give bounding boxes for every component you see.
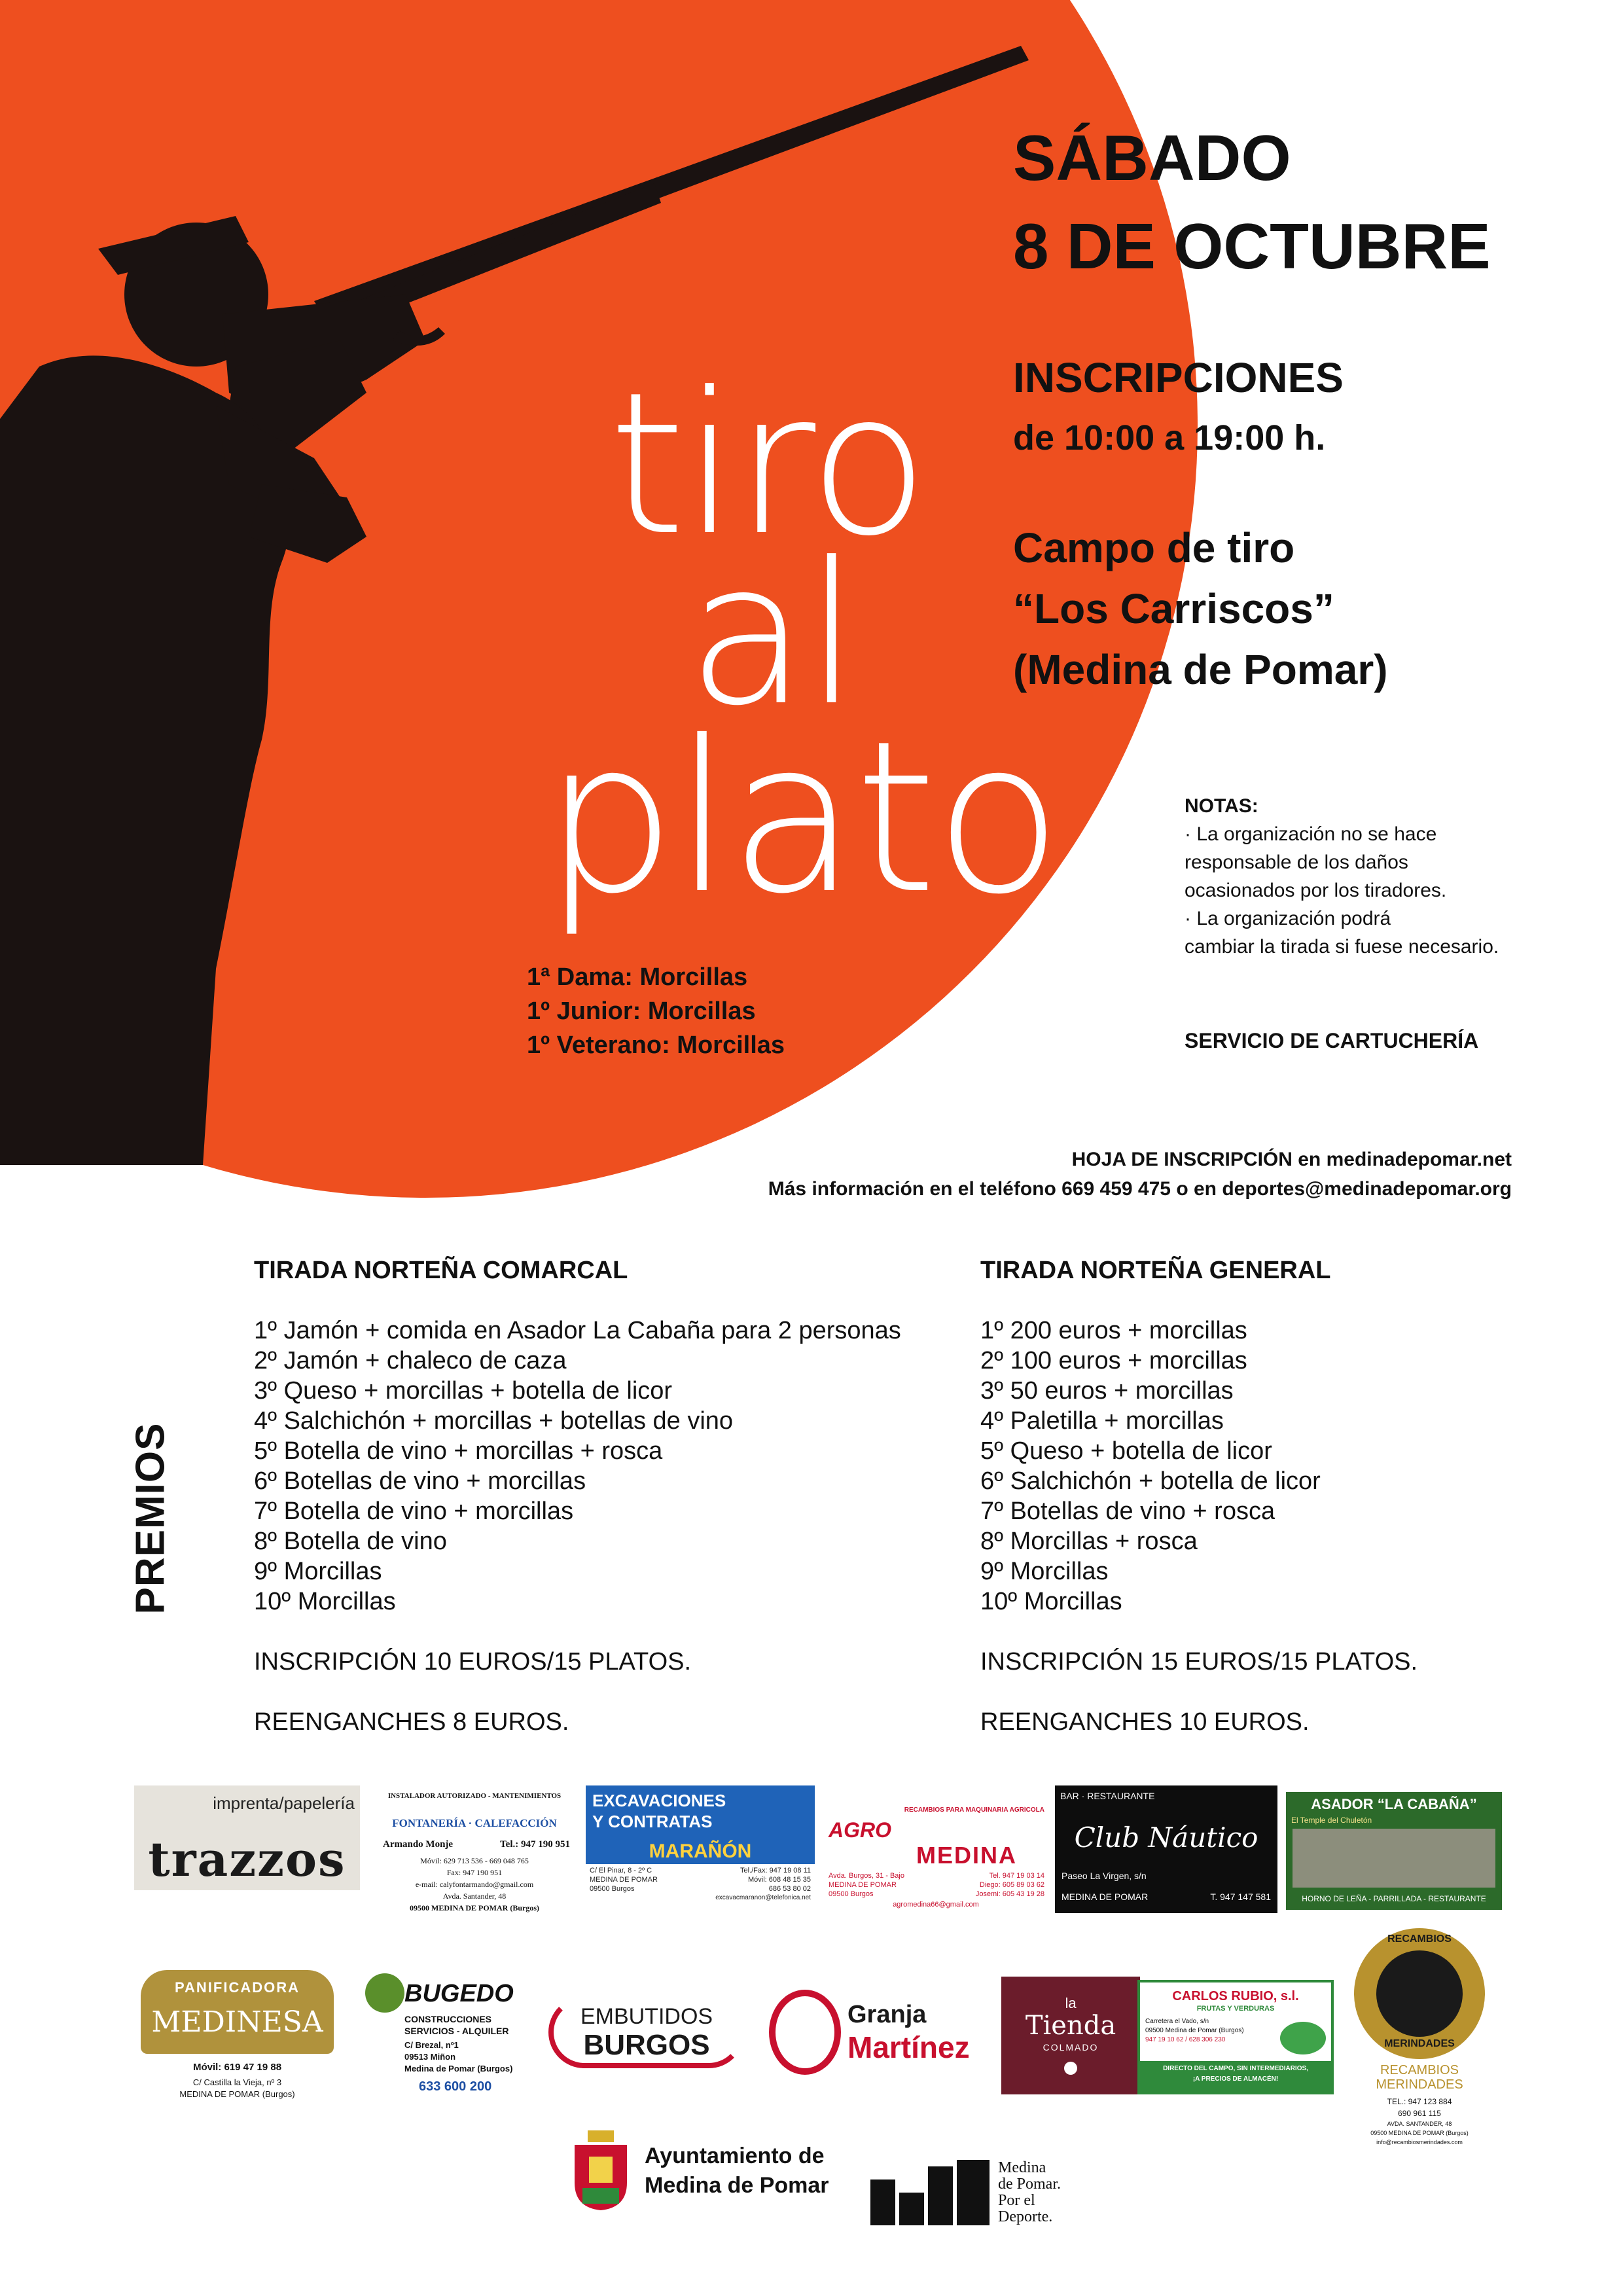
embutidos-line2: BURGOS	[583, 2029, 710, 2061]
fontaneria-city: 09500 MEDINA DE POMAR (Burgos)	[410, 1903, 539, 1912]
panificadora-mobile: Móvil: 619 47 19 88	[192, 2062, 282, 2073]
tienda-line1: la	[1065, 1995, 1077, 2011]
list-item: 7º Botellas de vino + rosca	[980, 1498, 1275, 1525]
category-prize: 1ª Dama: Morcillas	[527, 963, 748, 991]
sponsor-asador-logo	[1286, 1792, 1502, 1910]
shooter-silhouette	[0, 0, 1047, 1165]
agromedina-tel1: Tel. 947 19 03 14	[989, 1872, 1044, 1880]
maranon-tel1: Tel./Fax: 947 19 08 11	[740, 1867, 811, 1874]
cartridge-service: SERVICIO DE CARTUCHERÍA	[1185, 1029, 1479, 1052]
bugedo-emblem	[365, 1973, 404, 2013]
fontaneria-address: Avda. Santander, 48	[442, 1892, 507, 1901]
carlos-rubio-direct1: DIRECTO DEL CAMPO, SIN INTERMEDIARIOS,	[1163, 2065, 1308, 2072]
bugedo-sub2: SERVICIOS - ALQUILER	[404, 2026, 509, 2036]
asador-name: ASADOR “LA CABAÑA”	[1311, 1796, 1477, 1812]
maranon-tel2: Móvil: 608 48 15 35	[747, 1876, 811, 1884]
list-item: 4º Salchichón + morcillas + botellas de vino	[254, 1407, 734, 1435]
recambios-email: info@recambiosmerindades.com	[1376, 2139, 1463, 2145]
comarcal-heading: TIRADA NORTEÑA COMARCAL	[254, 1257, 628, 1284]
list-item: 9º Morcillas	[980, 1558, 1109, 1585]
maranon-name: MARAÑÓN	[649, 1840, 752, 1862]
tienda-line3: COLMADO	[1043, 2042, 1099, 2053]
recambios-city: 09500 MEDINA DE POMAR (Burgos)	[1370, 2130, 1469, 2136]
sponsor-panificadora-logo	[134, 1970, 340, 2108]
agromedina-tag: RECAMBIOS PARA MAQUINARIA AGRÍCOLA	[904, 1806, 1044, 1814]
granja-line2: Martínez	[847, 2030, 970, 2064]
list-item: 1º 200 euros + morcillas	[980, 1317, 1247, 1344]
comarcal-prizes	[254, 1255, 974, 1737]
carlos-rubio-addr2: 09500 Medina de Pomar (Burgos)	[1145, 2027, 1244, 2034]
general-fee: INSCRIPCIÓN 15 EUROS/15 PLATOS.	[980, 1648, 1418, 1676]
prizes-label: PREMIOS	[128, 1422, 173, 1615]
title-al: al	[687, 520, 857, 749]
bugedo-addr1: C/ Brezal, nº1	[404, 2040, 459, 2050]
bugedo-name: BUGEDO	[404, 1980, 514, 2007]
agromedina-brand1: AGRO	[829, 1818, 891, 1842]
sponsor-embutidos-burgos-logo	[548, 1990, 745, 2075]
notes-line: responsable de los daños	[1185, 852, 1408, 873]
panificadora-top: PANIFICADORA	[174, 1979, 300, 1996]
event-date: 8 DE OCTUBRE	[1013, 210, 1491, 282]
agromedina-addr1: Avda. Burgos, 31 - Bajo	[829, 1872, 904, 1880]
list-item: 3º Queso + morcillas + botella de licor	[254, 1377, 673, 1405]
trazzos-name: trazzos	[148, 1831, 346, 1887]
slogan-line: Medina	[998, 2159, 1046, 2176]
club-nautico-name: Club Náutico	[1074, 1821, 1258, 1854]
asador-photo	[1293, 1829, 1495, 1888]
sponsor-maranon-logo	[586, 1785, 815, 1903]
asador-bottom: HORNO DE LEÑA - PARRILLADA - RESTAURANTE	[1302, 1894, 1486, 1903]
fontaneria-tel: Tel.: 947 190 951	[500, 1839, 570, 1850]
club-nautico-tel: T. 947 147 581	[1210, 1892, 1271, 1902]
notes-line: · La organización podrá	[1185, 908, 1391, 929]
club-nautico-addr2: MEDINA DE POMAR	[1061, 1892, 1149, 1902]
recambios-ring1: RECAMBIOS	[1387, 1933, 1452, 1945]
notes-line: ocasionados por los tiradores.	[1185, 880, 1447, 901]
sponsor-club-nautico-logo	[1055, 1785, 1277, 1913]
trazzos-tagline: imprenta/papelería	[213, 1793, 355, 1813]
list-item: 6º Salchichón + botella de licor	[980, 1467, 1321, 1495]
maranon-line2: Y CONTRATAS	[592, 1812, 713, 1831]
panificadora-city: MEDINA DE POMAR (Burgos)	[179, 2089, 295, 2099]
fontaneria-mobile: Móvil: 629 713 536 - 669 048 765	[420, 1856, 529, 1865]
notes-heading: NOTAS:	[1185, 795, 1258, 817]
bugedo-sub1: CONSTRUCCIONES	[404, 2014, 492, 2024]
sponsor-trazzos-logo	[134, 1785, 360, 1890]
coat-of-arms-icon	[569, 2130, 632, 2212]
fontaneria-top: INSTALADOR AUTORIZADO - MANTENIMIENTOS	[387, 1792, 562, 1800]
list-item: 4º Paletilla + morcillas	[980, 1407, 1224, 1435]
list-item: 5º Botella de vino + morcillas + rosca	[254, 1437, 663, 1465]
list-item: 5º Queso + botella de licor	[980, 1437, 1272, 1465]
ayuntamiento-line1: Ayuntamiento de	[645, 2144, 825, 2168]
list-item: 3º 50 euros + morcillas	[980, 1377, 1234, 1405]
fontaneria-name: FONTANERÍA · CALEFACCIÓN	[392, 1817, 557, 1829]
title-tiro: tiro	[609, 350, 927, 579]
carlos-rubio-addr1: Carretera el Vado, s/n	[1145, 2018, 1209, 2025]
inscriptions-time: de 10:00 a 19:00 h.	[1013, 418, 1326, 457]
carlos-rubio-badge	[1280, 2022, 1326, 2054]
panificadora-name: MEDINESA	[151, 2005, 323, 2039]
agromedina-email: agromedina66@gmail.com	[893, 1901, 979, 1909]
maranon-line1: EXCAVACIONES	[592, 1791, 726, 1810]
general-reentry: REENGANCHES 10 EUROS.	[980, 1708, 1310, 1736]
recambios-name2: MERINDADES	[1376, 2077, 1463, 2092]
maranon-tel3: 686 53 80 02	[768, 1885, 811, 1893]
maranon-addr3: 09500 Burgos	[590, 1885, 635, 1893]
location-line-1: Campo de tiro	[1013, 524, 1295, 571]
agromedina-addr2: MEDINA DE POMAR	[829, 1881, 897, 1889]
recambios-tel2: 690 961 115	[1398, 2109, 1441, 2118]
list-item: 1º Jamón + comida en Asador La Cabaña para 2 personas	[254, 1317, 901, 1344]
sponsor-fontaneria-logo	[376, 1792, 573, 1923]
maranon-email: excavacmaranon@telefonica.net	[715, 1894, 811, 1901]
list-item: 9º Morcillas	[254, 1558, 382, 1585]
notes-block	[1185, 792, 1603, 961]
sponsor-recambios-merindades-logo	[1338, 1926, 1501, 2148]
fontaneria-person: Armando Monje	[383, 1839, 454, 1850]
carlos-rubio-sub: FRUTAS Y VERDURAS	[1196, 2005, 1275, 2013]
notes-line: cambiar la tirada si fuese necesario.	[1185, 936, 1499, 958]
registration-sheet-link[interactable]: HOJA DE INSCRIPCIÓN en medinadepomar.net	[1071, 1149, 1512, 1170]
slogan	[998, 2160, 1061, 2225]
fontaneria-email: e-mail: calyfontarmando@gmail.com	[415, 1880, 534, 1889]
location-line-3: (Medina de Pomar)	[1013, 646, 1388, 693]
category-prize: 1º Veterano: Morcillas	[527, 1031, 785, 1059]
slogan-line: de Pomar.	[998, 2176, 1061, 2193]
ayuntamiento-line2: Medina de Pomar	[645, 2173, 829, 2198]
fontaneria-fax: Fax: 947 190 951	[446, 1868, 503, 1877]
granja-line1: Granja	[847, 2001, 927, 2028]
list-item: 8º Botella de vino	[254, 1528, 447, 1555]
asador-tag: El Temple del Chuletón	[1291, 1816, 1372, 1825]
notes-line: · La organización no se hace	[1185, 823, 1437, 845]
event-day: SÁBADO	[1013, 122, 1291, 194]
medina-sport-emblem-icon	[870, 2160, 991, 2225]
list-item: 8º Morcillas + rosca	[980, 1528, 1198, 1555]
location-line-2: “Los Carriscos”	[1013, 585, 1334, 632]
recambios-tel1: TEL.: 947 123 884	[1387, 2097, 1452, 2106]
bugedo-tel: 633 600 200	[419, 2079, 492, 2094]
agromedina-addr3: 09500 Burgos	[829, 1890, 874, 1898]
club-nautico-addr1: Paseo La Virgen, s/n	[1061, 1871, 1147, 1881]
agromedina-tel2: Diego: 605 89 03 62	[979, 1881, 1044, 1889]
bugedo-addr3: Medina de Pomar (Burgos)	[404, 2064, 513, 2073]
comarcal-fee: INSCRIPCIÓN 10 EUROS/15 PLATOS.	[254, 1648, 692, 1676]
list-item: 6º Botellas de vino + morcillas	[254, 1467, 586, 1495]
recambios-name1: RECAMBIOS	[1380, 2063, 1459, 2077]
list-item: 7º Botella de vino + morcillas	[254, 1498, 574, 1525]
list-item: 2º Jamón + chaleco de caza	[254, 1347, 567, 1374]
embutidos-line1: EMBUTIDOS	[580, 2004, 713, 2029]
recambios-car-icon	[1376, 1950, 1463, 2037]
bugedo-addr2: 09513 Miñon	[404, 2052, 456, 2062]
tienda-line2: Tienda	[1025, 2011, 1116, 2041]
inscriptions-label: INSCRIPCIONES	[1013, 354, 1344, 401]
category-prize: 1º Junior: Morcillas	[527, 997, 756, 1025]
general-prizes	[980, 1255, 1569, 1737]
agromedina-brand2: MEDINA	[916, 1842, 1017, 1869]
carlos-rubio-name: CARLOS RUBIO, s.l.	[1172, 1989, 1299, 2003]
category-prizes	[527, 960, 785, 1062]
recambios-ring2: MERINDADES	[1384, 2038, 1455, 2049]
panificadora-addr: C/ Castilla la Vieja, nº 3	[192, 2077, 282, 2087]
tienda-flower-icon	[1064, 2062, 1077, 2075]
contact-info[interactable]: Más información en el teléfono 669 459 475 o en deportes@medinadepomar.org	[768, 1178, 1512, 1200]
list-item: 10º Morcillas	[254, 1588, 396, 1615]
list-item: 10º Morcillas	[980, 1588, 1122, 1615]
maranon-addr1: C/ El Pinar, 8 - 2º C	[590, 1867, 652, 1874]
sponsor-la-tienda-logo	[1001, 1977, 1140, 2094]
recambios-addr: AVDA. SANTANDER, 48	[1387, 2121, 1452, 2127]
agromedina-tel3: Josemi: 605 43 19 28	[975, 1890, 1044, 1898]
granja-egg-icon	[769, 1990, 841, 2075]
general-heading: TIRADA NORTEÑA GENERAL	[980, 1257, 1331, 1284]
sponsor-agromedina-logo	[825, 1806, 1047, 1911]
carlos-rubio-direct2: ¡A PRECIOS DE ALMACÉN!	[1192, 2075, 1279, 2083]
carlos-rubio-tel: 947 19 10 62 / 628 306 230	[1145, 2036, 1226, 2043]
maranon-addr2: MEDINA DE POMAR	[590, 1876, 658, 1884]
slogan-line: Por el	[998, 2192, 1035, 2209]
sponsor-bugedo-logo	[359, 1967, 535, 2111]
sponsor-carlos-rubio-logo	[1137, 1980, 1334, 2094]
list-item: 2º 100 euros + morcillas	[980, 1347, 1247, 1374]
title-plato: plato	[543, 696, 1060, 940]
slogan-line: Deporte.	[998, 2208, 1053, 2225]
club-nautico-top: BAR · RESTAURANTE	[1060, 1791, 1155, 1801]
comarcal-reentry: REENGANCHES 8 EUROS.	[254, 1708, 569, 1736]
sponsor-granja-martinez-logo	[769, 1986, 985, 2078]
